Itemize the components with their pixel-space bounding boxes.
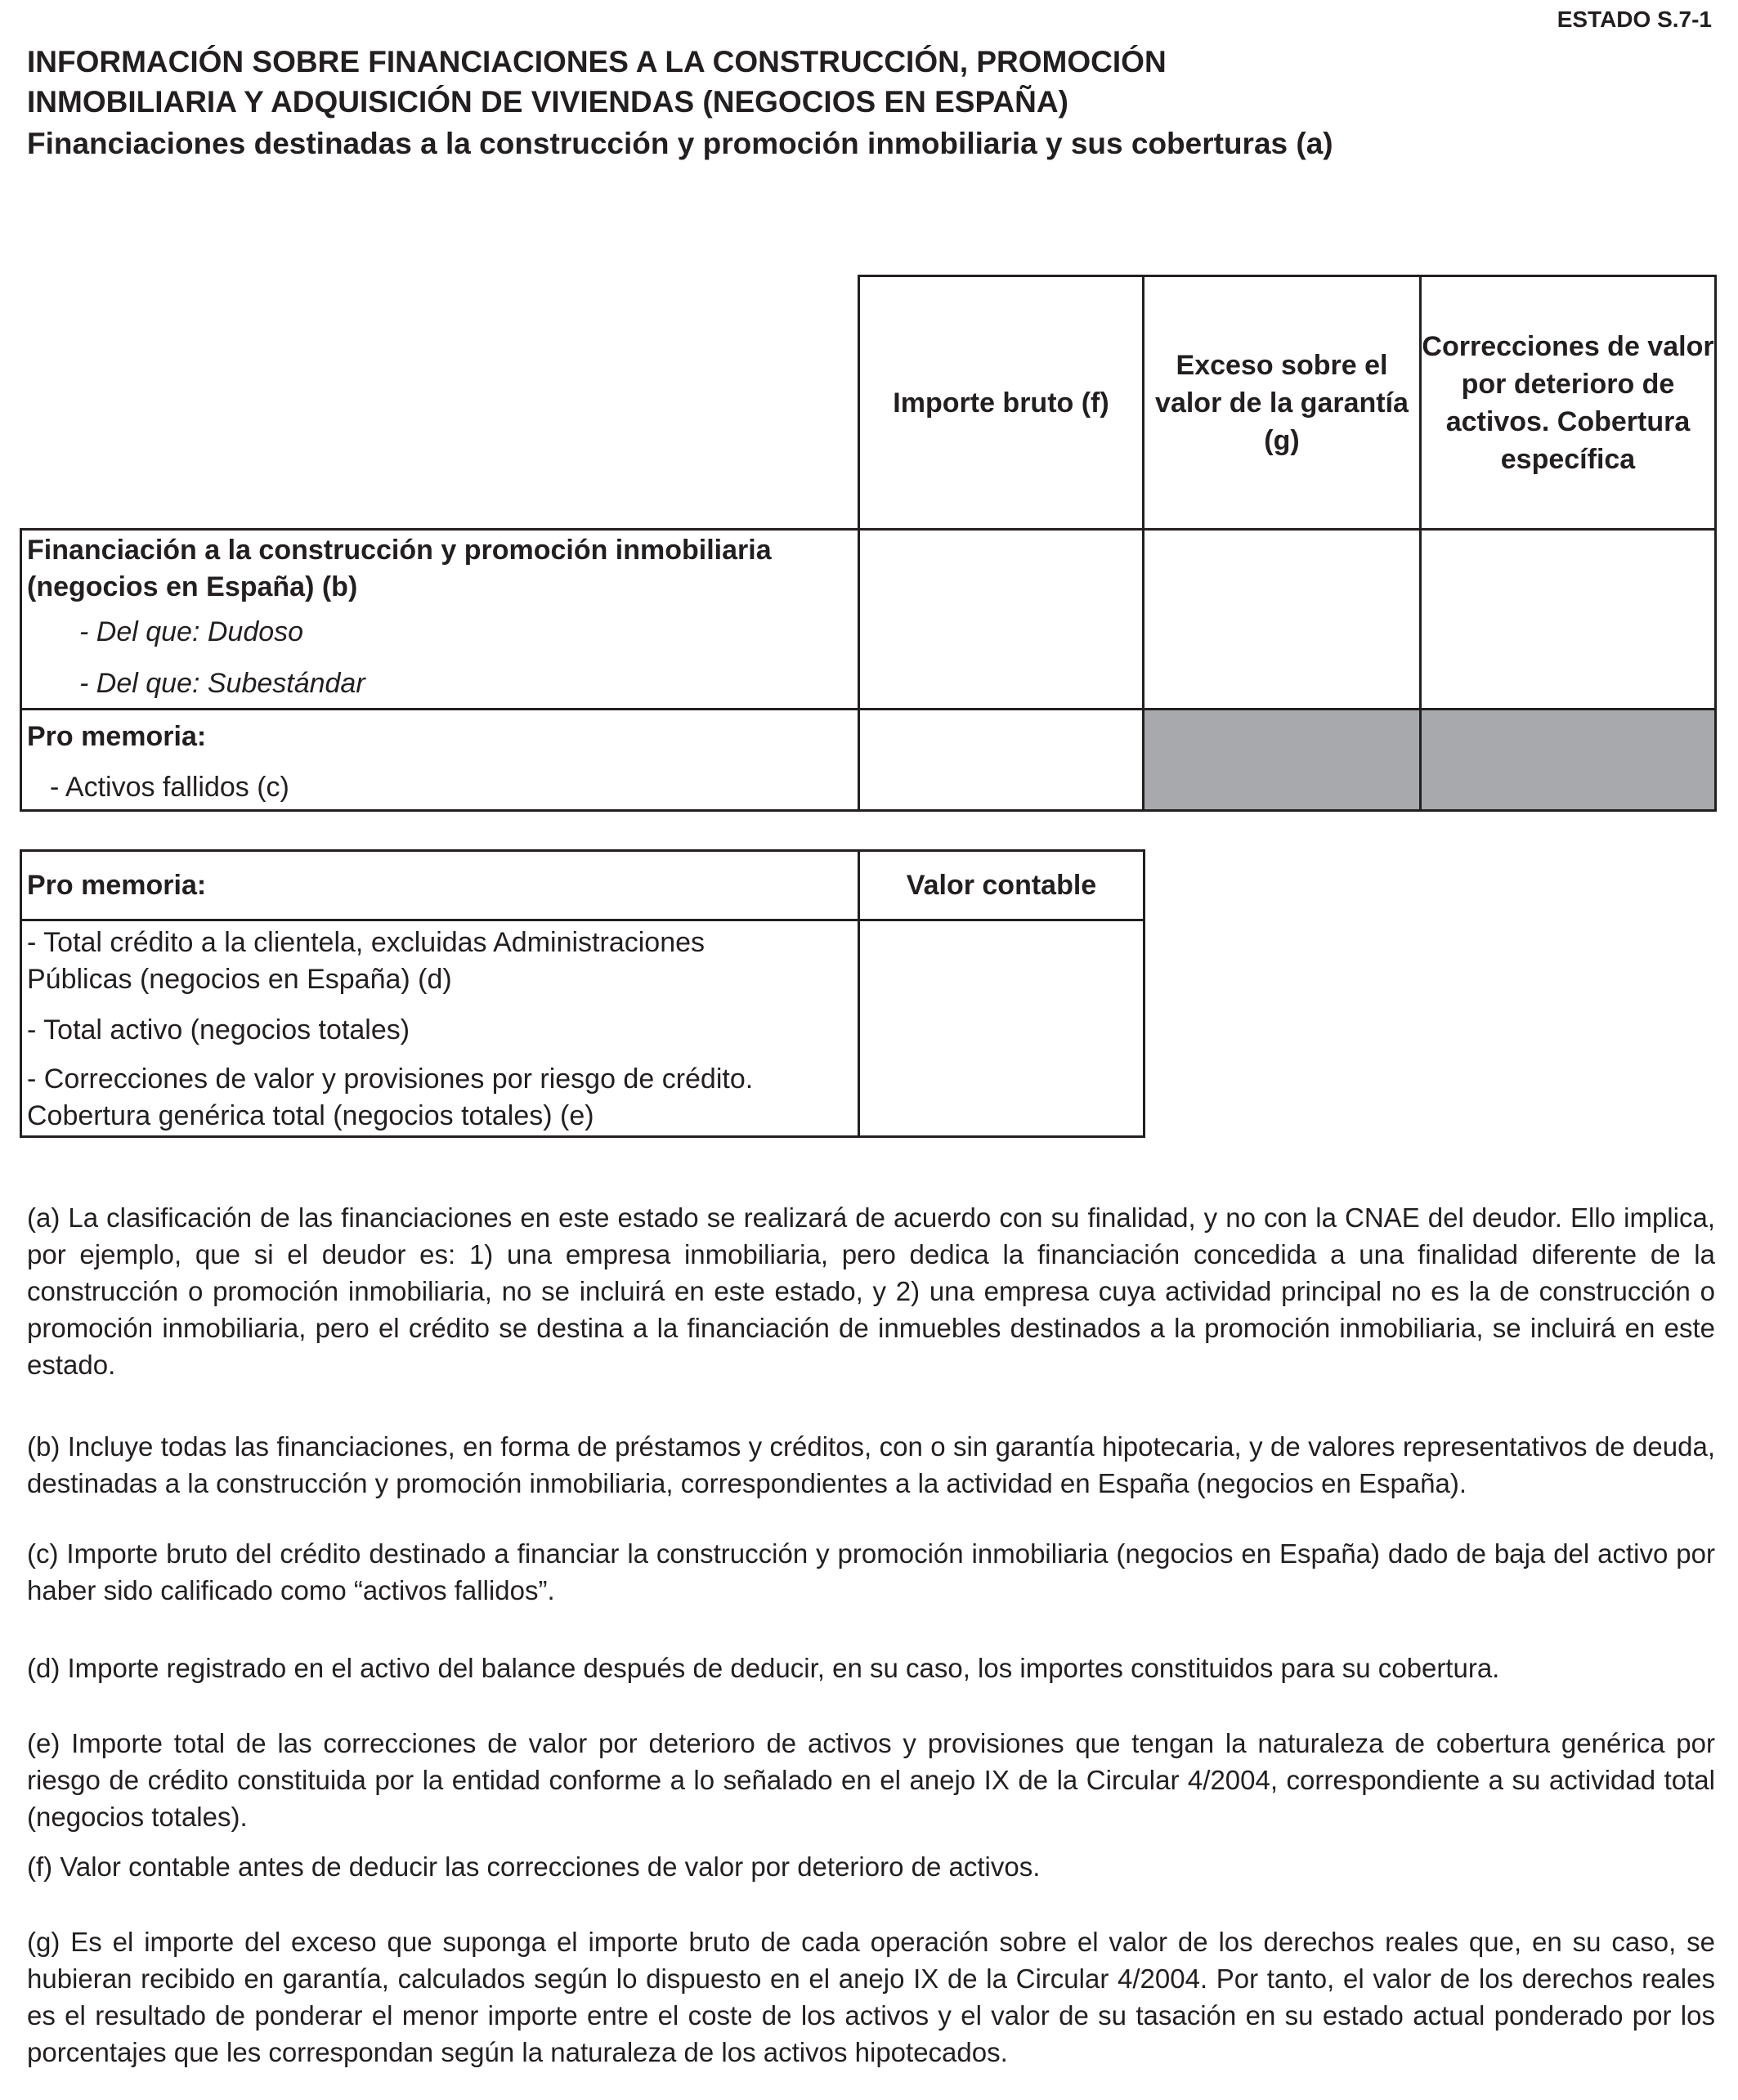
memo-item-credito-1: - Total crédito a la clientela, excluidas Administraciones — [27, 927, 706, 958]
table1-header-divider — [20, 528, 1717, 531]
col-header-importe-bruto — [860, 277, 1142, 528]
memo-item-credito-2: Públicas (negocios en España) (d) — [27, 964, 452, 995]
table1-bottom-border — [20, 809, 1717, 812]
table2-right-border — [1143, 849, 1145, 1138]
memo-item-correcciones-2: Cobertura genérica total (negocios totales) (e) — [27, 1100, 594, 1131]
shaded-cell-excess — [1144, 709, 1420, 809]
footnote-g: (g) Es el importe del exceso que suponga el importe bruto de cada operación sobre el valor de los derechos reales que, en su caso, se hubieran recibido en garantía, calculados según lo dispuesto en el anejo IX de la Circular 4/2004. Por tanto, el valor de los derechos reales es el resultado de ponderar el menor importe entre el coste de los activos y el valor de su tasación en su estado actual ponderado por los porcentajes que les correspondan según la naturaleza de los activos hipotecados. — [27, 1927, 1715, 2067]
row-pro-memoria-label: Pro memoria: — [27, 721, 207, 752]
col-header-correcciones-text: Correcciones de valor por deterioro de activos. Cobertura específica — [1422, 330, 1714, 475]
table2-header-divider — [20, 919, 1145, 921]
col-header-exceso-text: Exceso sobre el valor de la garantía (g) — [1155, 349, 1409, 456]
col-header-correcciones — [1422, 277, 1714, 528]
row-financiacion-label-2: (negocios en España) (b) — [27, 571, 358, 602]
table1-left-border — [20, 528, 22, 812]
table2-bottom-border — [20, 1135, 1145, 1138]
footnote-f: (f) Valor contable antes de deducir las correcciones de valor por deterioro de activos. — [27, 1851, 1041, 1882]
footnote-d: (d) Importe registrado en el activo del balance después de deducir, en su caso, los importes constituidos para su cobertura. — [27, 1653, 1500, 1683]
title-line-2: INMOBILIARIA Y ADQUISICIÓN DE VIVIENDAS (NEGOCIOS EN ESPAÑA) — [27, 85, 1068, 119]
table1-right-border — [1714, 275, 1717, 812]
footnote-a: (a) La clasificación de las financiaciones en este estado se realizará de acuerdo con su finalidad, y no con la CNAE del deudor. Ello implica, por ejemplo, que si el deudor es: 1) una empresa inmobiliaria, pero dedica la financiación concedida a una finalidad diferente de la construcción o promoción inmobiliaria, no se incluirá en este estado, y 2) una empresa cuya actividad principal no es la de construcción o promoción inmobiliaria, pero el crédito se destina a la financiación de inmuebles destinados a la promoción inmobiliaria, se incluirá en este estado. — [27, 1202, 1715, 1380]
table2-header-value — [860, 852, 1143, 919]
row-financiacion-label-1: Financiación a la construcción y promoción inmobiliaria — [27, 535, 772, 566]
col-header-exceso — [1144, 277, 1419, 528]
row-dudoso-label: - Del que: Dudoso — [79, 616, 304, 647]
table1-row-divider — [20, 708, 1717, 710]
footnote-c: (c) Importe bruto del crédito destinado a financiar la construcción y promoción inmobiliaria (negocios en España) dado de baja del activo por haber sido calificado como “activos fallidos”. — [27, 1538, 1715, 1605]
state-code: ESTADO S.7-1 — [1557, 7, 1712, 32]
row-activos-fallidos-label: - Activos fallidos (c) — [50, 772, 289, 803]
table2-left-border — [20, 849, 22, 1138]
row-subestandar-label: - Del que: Subestándar — [79, 668, 365, 699]
title-line-1: INFORMACIÓN SOBRE FINANCIACIONES A LA CONSTRUCCIÓN, PROMOCIÓN — [27, 45, 1167, 78]
shaded-cell-correction — [1422, 709, 1714, 809]
memo-item-correcciones-1: - Correcciones de valor y provisiones por riesgo de crédito. — [27, 1063, 754, 1095]
table2-header-value-text: Valor contable — [906, 870, 1097, 901]
footnote-e: (e) Importe total de las correcciones de valor por deterioro de activos y provisiones que tengan la naturaleza de cobertura genérica por riesgo de crédito constituida por la entidad conforme a lo señalado en el anejo IX de la Circular 4/2004, correspondiente a su actividad total (negocios totales). — [27, 1728, 1715, 1832]
memo-item-total-activo: - Total activo (negocios totales) — [27, 1014, 410, 1046]
subtitle: Financiaciones destinadas a la construcción y promoción inmobiliaria y sus coberturas (a) — [27, 127, 1333, 160]
footnote-b: (b) Incluye todas las financiaciones, en forma de préstamos y créditos, con o sin garantía hipotecaria, y de valores representativos de deuda, destinadas a la construcción y promoción inmobiliaria, correspondientes a la actividad en España (negocios en España). — [27, 1431, 1715, 1498]
table2-header-label: Pro memoria: — [27, 870, 207, 901]
col-header-importe-bruto-text: Importe bruto (f) — [893, 387, 1109, 419]
